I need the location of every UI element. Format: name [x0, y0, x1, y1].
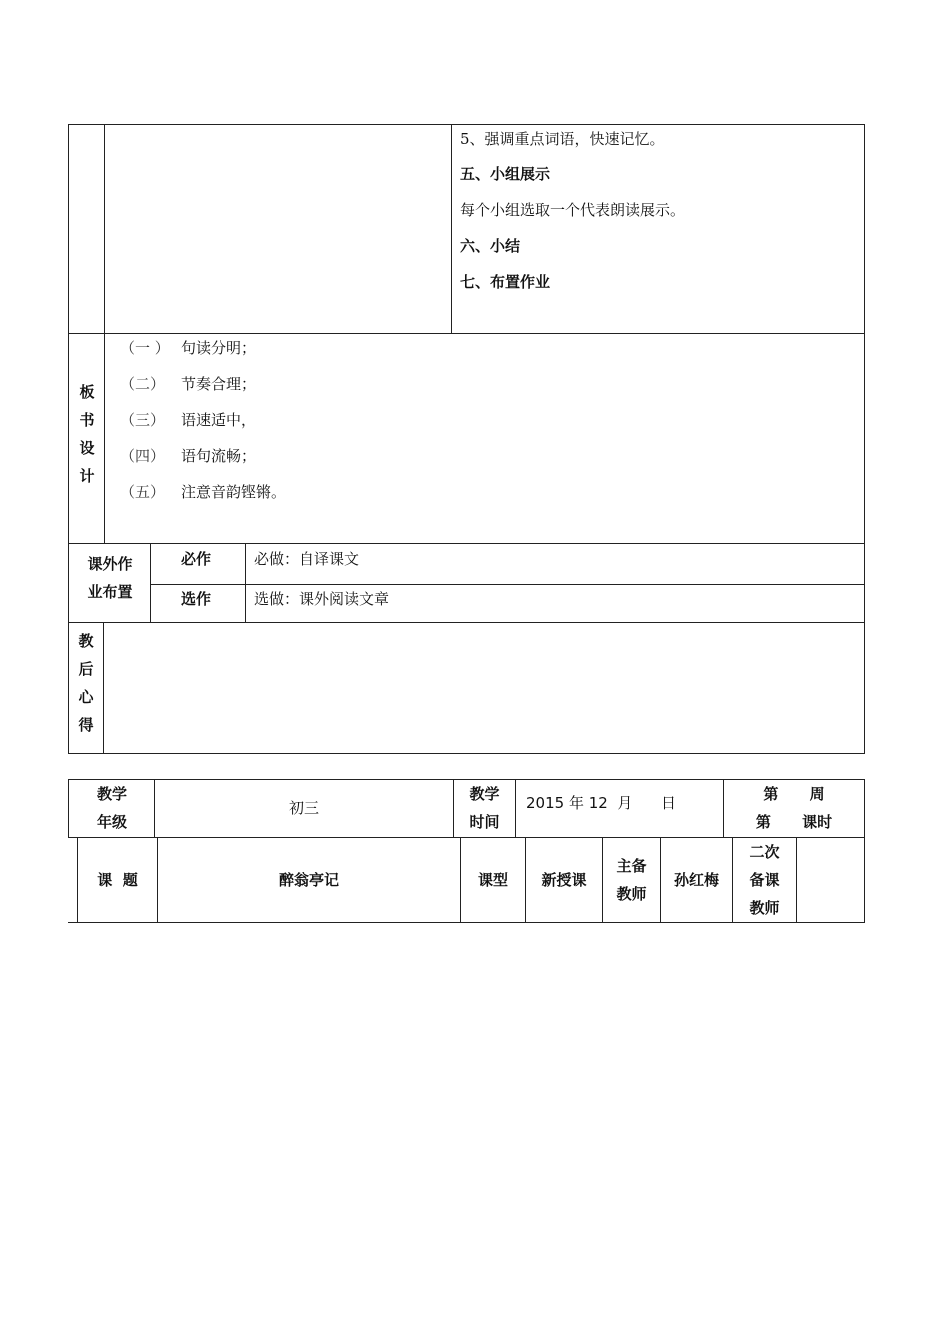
label-char: 后 [78, 660, 94, 678]
period-label: 第 课时 [755, 813, 833, 831]
topic-value: 醉翁亭记 [278, 871, 339, 889]
required-label: 必作 [181, 550, 212, 568]
label-char: 心 [78, 688, 94, 706]
process-item-group-show: 每个小组选取一个代表朗读展示。 [460, 201, 686, 219]
grade-label-line1: 教学 [96, 785, 127, 803]
board-item-num: （二） [120, 375, 166, 393]
second-teacher-label-line2: 备课 [749, 871, 780, 889]
grade-value: 初三 [288, 799, 319, 817]
topic-label: 课 题 [97, 871, 138, 889]
process-heading-homework: 七、布置作业 [460, 273, 551, 291]
label-char: 书 [79, 411, 95, 429]
board-item-text: 注意音韵铿锵。 [181, 483, 287, 501]
board-item-num: （四） [120, 447, 166, 465]
label-char: 板 [79, 383, 95, 401]
label-char: 得 [78, 716, 94, 734]
time-label-line1: 教学 [469, 785, 500, 803]
homework-label-line2: 业布置 [87, 583, 133, 601]
process-heading-group-show: 五、小组展示 [460, 165, 551, 183]
required-text: 必做：自译课文 [254, 550, 360, 568]
grade-label-line2: 年级 [96, 813, 127, 831]
board-item-text: 语速适中， [181, 411, 257, 429]
optional-label: 选作 [181, 590, 212, 608]
board-item-num: （五） [120, 483, 166, 501]
lead-teacher-label-line1: 主备 [616, 857, 647, 875]
time-label-line2: 时间 [469, 813, 500, 831]
optional-text: 选做：课外阅读文章 [254, 590, 390, 608]
board-item-num: （一 ） [120, 339, 170, 357]
homework-label-line1: 课外作 [87, 555, 133, 573]
lead-teacher-value: 孙红梅 [673, 871, 719, 889]
label-char: 计 [79, 467, 95, 485]
board-item-text: 语句流畅； [181, 447, 257, 465]
board-item-text: 句读分明； [181, 339, 257, 357]
board-item-text: 节奏合理； [181, 375, 257, 393]
type-label: 课型 [477, 871, 508, 889]
type-value: 新授课 [541, 871, 587, 889]
lead-teacher-label-line2: 教师 [616, 885, 647, 903]
label-char: 设 [79, 439, 95, 457]
board-item-num: （三） [120, 411, 166, 429]
date-value: 2015 年 12 月 日 [526, 794, 676, 812]
label-char: 教 [78, 632, 94, 650]
process-heading-summary: 六、小结 [460, 237, 521, 255]
process-item-5: 5、强调重点词语，快速记忆。 [460, 130, 665, 148]
second-teacher-label-line3: 教师 [749, 899, 780, 917]
second-teacher-label-line1: 二次 [749, 843, 780, 861]
week-label: 第 周 [763, 785, 825, 803]
